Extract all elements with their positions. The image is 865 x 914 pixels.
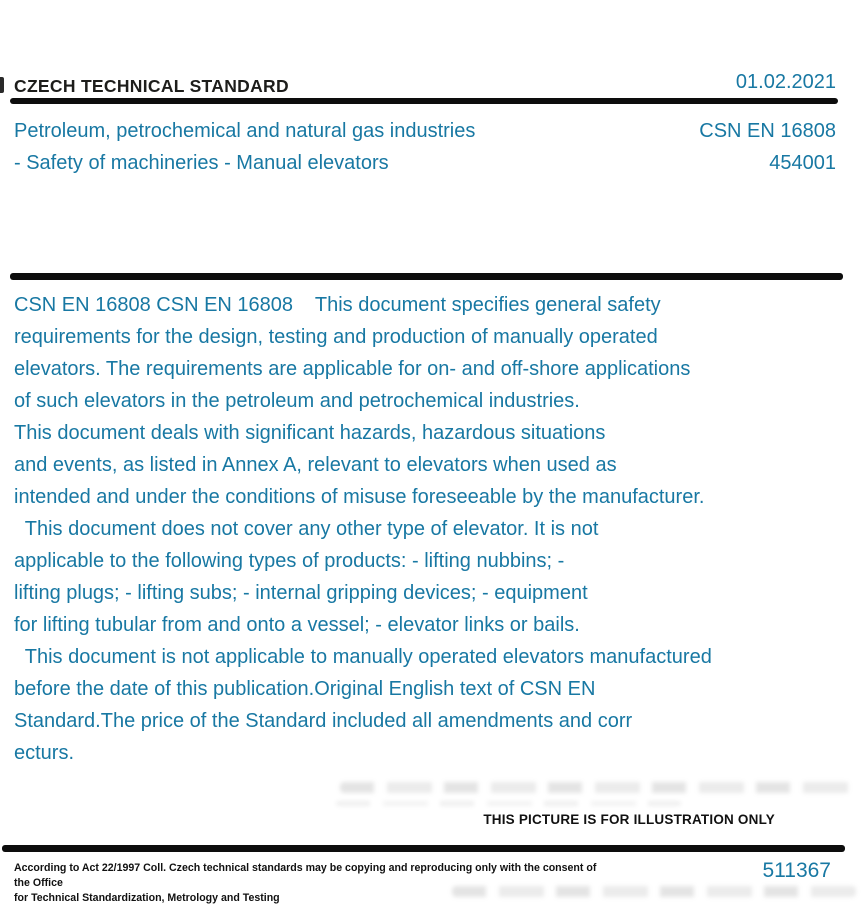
abstract-text-line: ecturs. [14, 742, 75, 764]
standard-title-line-2: - Safety of machineries - Manual elevators [14, 152, 389, 174]
page-edge-mark [0, 77, 4, 93]
standard-class-number: 454001 [769, 152, 836, 174]
abstract-text [14, 289, 854, 769]
copyright-disclaimer [14, 861, 614, 906]
standard-title-line-1: Petroleum, petrochemical and natural gas industries [14, 120, 476, 142]
abstract-text-line: and events, as listed in Annex A, relevant to elevators when used as [14, 454, 617, 476]
abstract-text-line: for lifting tubular from and onto a vessel; - elevator links or bails. [14, 614, 580, 636]
abstract-text-line: lifting plugs; - lifting subs; - internal gripping devices; - equipment [14, 582, 588, 604]
abstract-text-line: This document is not applicable to manually operated elevators manufactured [14, 646, 712, 668]
abstract-divider-rule [10, 273, 843, 280]
effective-date: 01.02.2021 [735, 71, 836, 93]
header-divider-rule [10, 98, 838, 104]
abstract-text-line: applicable to the following types of products: - lifting nubbins; - [14, 550, 565, 572]
faded-watermark-text-footer [452, 886, 856, 897]
standard-title-block [14, 115, 836, 179]
faded-watermark-underline [336, 801, 681, 806]
illustration-only-note: THIS PICTURE IS FOR ILLUSTRATION ONLY [483, 812, 775, 827]
copyright-disclaimer-line-2: for Technical Standardization, Metrology and Testing [14, 892, 280, 904]
abstract-text-line: Standard.The price of the Standard included all amendments and corr [14, 710, 633, 732]
standard-code: CSN EN 16808 [699, 120, 836, 142]
footer-divider-rule [2, 845, 845, 852]
abstract-text-line: CSN EN 16808 CSN EN 16808 This document specifies general safety [14, 294, 661, 316]
copyright-disclaimer-line-1: According to Act 22/1997 Coll. Czech technical standards may be copying and reproducing only with the consent of the Office [14, 862, 597, 889]
faded-watermark-text [340, 782, 850, 793]
masthead-title: CZECH TECHNICAL STANDARD [14, 76, 289, 96]
order-number: 511367 [762, 859, 831, 882]
abstract-text-line: elevators. The requirements are applicable for on- and off-shore applications [14, 358, 691, 380]
abstract-text-line: of such elevators in the petroleum and petrochemical industries. [14, 390, 580, 412]
abstract-text-line: requirements for the design, testing and production of manually operated [14, 326, 658, 348]
abstract-text-line: This document deals with significant hazards, hazardous situations [14, 422, 606, 444]
abstract-text-line: This document does not cover any other type of elevator. It is not [14, 518, 599, 540]
abstract-text-line: before the date of this publication.Original English text of CSN EN [14, 678, 596, 700]
abstract-text-line: intended and under the conditions of misuse foreseeable by the manufacturer. [14, 486, 705, 508]
